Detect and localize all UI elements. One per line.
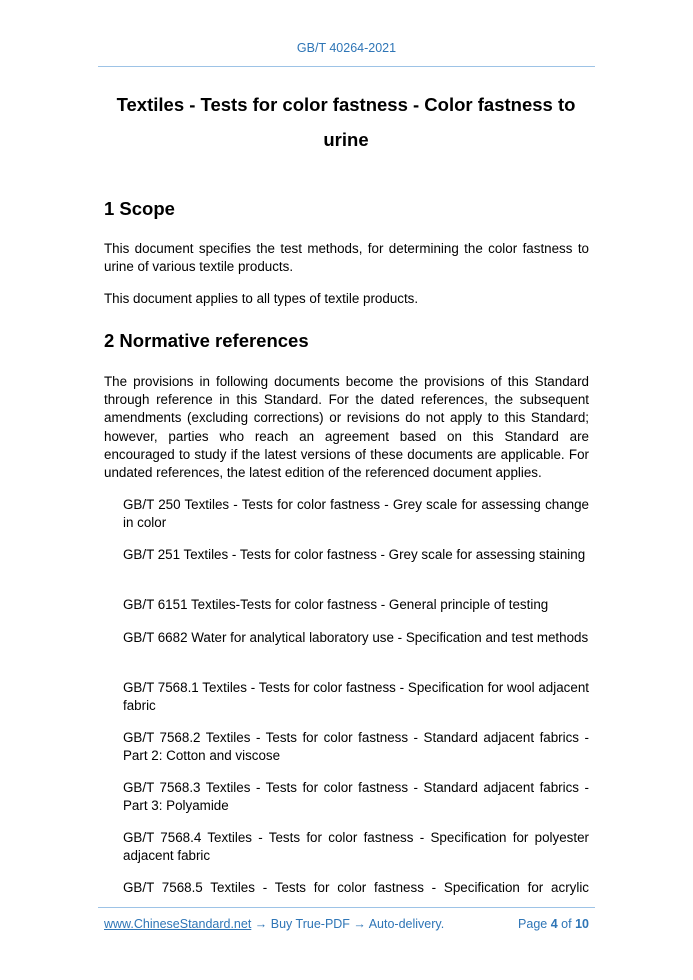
reference-item: GB/T 250 Textiles - Tests for color fastness - Grey scale for assessing change in color	[123, 497, 589, 531]
reference-item: GB/T 7568.4 Textiles - Tests for color fastness - Specification for polyester adjacent fabric	[123, 830, 589, 864]
page-indicator	[518, 917, 589, 931]
section-heading-normative-references: 2 Normative references	[104, 330, 309, 351]
page-of: of	[561, 917, 572, 931]
page-footer	[104, 917, 589, 931]
reference-item: GB/T 6682 Water for analytical laboratory use - Specification and test methods	[123, 630, 589, 645]
page-current: 4	[550, 917, 558, 931]
reference-item: GB/T 7568.1 Textiles - Tests for color fastness - Specification for wool adjacent fabric	[123, 680, 589, 714]
reference-item: GB/T 7568.3 Textiles - Tests for color fastness - Standard adjacent fabrics - Part 3: Polyamide	[123, 780, 589, 814]
footer-tagline: → Buy True-PDF → Auto-delivery.	[251, 917, 445, 931]
reference-item: GB/T 7568.5 Textiles - Tests for color fastness - Specification for acrylic	[123, 880, 589, 895]
references-intro-paragraph: The provisions in following documents become the provisions of this Standard through reference in this Standard. For the dated references, the subsequent amendments (excluding corrections) or revisions do not apply to this Standard; however, parties who reach an agreement based on this Standard are encouraged to study if the latest versions of these documents are applicable. For undated references, the latest edition of the referenced document applies.	[104, 374, 589, 481]
website-link[interactable]: www.ChineseStandard.net	[104, 917, 252, 931]
reference-item: GB/T 251 Textiles - Tests for color fastness - Grey scale for assessing staining	[123, 547, 586, 562]
scope-paragraph: This document specifies the test methods, for determining the color fastness to urine of various textile products.	[104, 241, 589, 275]
document-code: GB/T 40264-2021	[296, 41, 397, 55]
scope-paragraph: This document applies to all types of textile products.	[104, 291, 419, 306]
document-title: Textiles - Tests for color fastness - Color fastness to urine	[116, 94, 576, 150]
reference-item: GB/T 6151 Textiles-Tests for color fastness - General principle of testing	[123, 597, 549, 612]
reference-item: GB/T 7568.2 Textiles - Tests for color fastness - Standard adjacent fabrics - Part 2: Cotton and viscose	[123, 730, 589, 764]
section-heading-scope: 1 Scope	[104, 198, 175, 219]
page-label: Page	[518, 917, 548, 931]
footer-divider	[98, 907, 595, 908]
page-total: 10	[575, 917, 589, 931]
header-divider	[98, 66, 595, 67]
